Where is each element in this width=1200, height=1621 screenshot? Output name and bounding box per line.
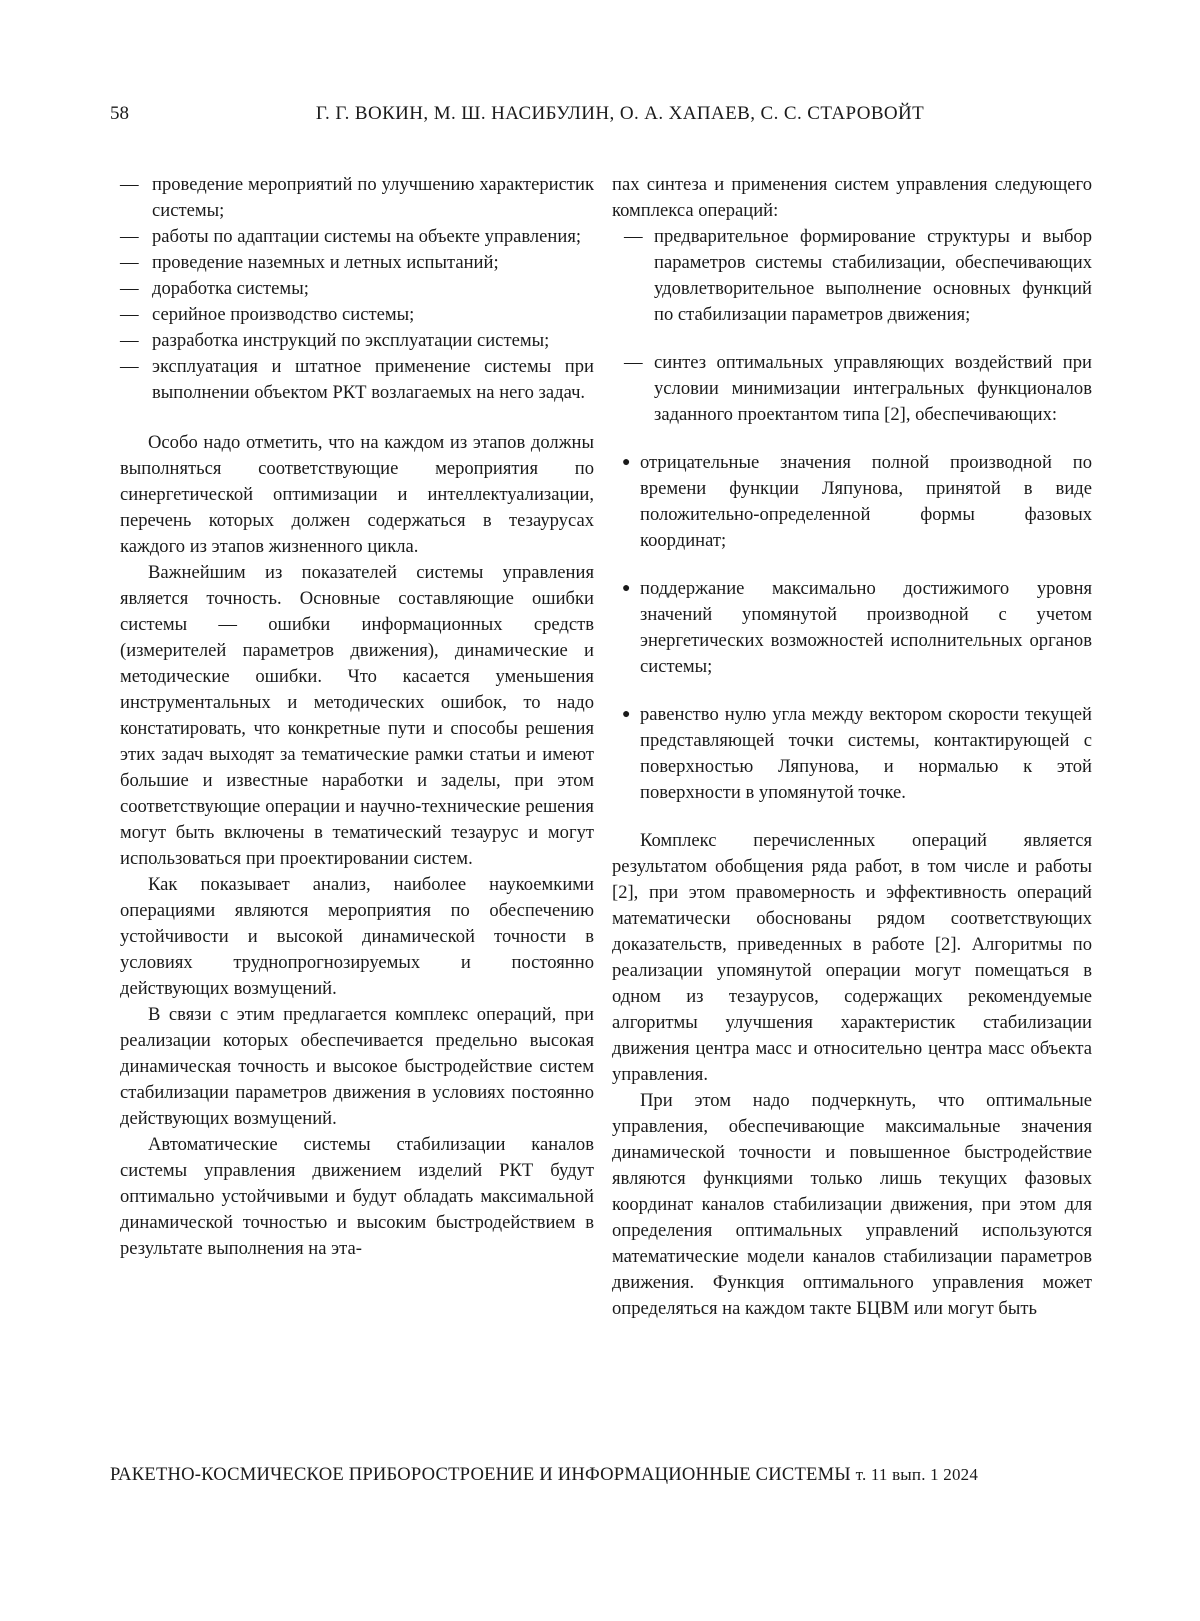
body-paragraph: Важнейшим из показателей системы управления является точность. Основные составляющие ошибки системы — ошибки информационных средств (измерителей параметров движения), динамические и методические ошибки. Что касается уменьшения инструментальных и методических ошибок, то надо констатировать, что конкретные пути и способы решения этих задач выходят за тематические рамки статьи и имеют большие и известные наработки и заделы, при этом соответствующие операции и научно-технические решения могут быть включены в тематический тезаурус и могут использоваться при проектировании систем. — [120, 562, 594, 869]
issue-info: т. 11 вып. 1 2024 — [855, 1465, 979, 1484]
list-item — [120, 354, 594, 406]
list-item-text: серийное производство системы; — [152, 304, 415, 325]
right-column — [612, 172, 1092, 1322]
page-number: 58 — [110, 103, 129, 124]
dash-marker: — — [120, 356, 139, 377]
dash-marker: — — [120, 174, 139, 195]
list-item — [120, 302, 594, 328]
operations-list — [612, 224, 1092, 428]
list-item — [612, 450, 1092, 554]
conditions-list — [612, 450, 1092, 806]
body-paragraph: В связи с этим предлагается комплекс операций, при реализации которых обеспечивается предельно высокая динамическая точность и высокое быстродействие систем стабилизации параметров движения в условиях постоянно действующих возмущений. — [120, 1004, 594, 1129]
list-item-text: поддержание максимально достижимого уровня значений упомянутой производной с учетом энергетических возможностей исполнительных органов системы; — [640, 578, 1092, 677]
continued-paragraph: пах синтеза и применения систем управления следующего комплекса операций: — [612, 174, 1092, 221]
bullet-marker: ● — [622, 581, 631, 596]
list-item — [612, 350, 1092, 428]
list-item — [612, 576, 1092, 680]
body-paragraph: Особо надо отметить, что на каждом из этапов должны выполняться соответствующие мероприятия по синергетической оптимизации и интеллектуализации, перечень которых должен содержаться в тезаурусах каждого из этапов жизненного цикла. — [120, 432, 594, 557]
list-item-text: отрицательные значения полной производной по времени функции Ляпунова, принятой в виде положительно-определенной формы фазовых координат; — [640, 452, 1092, 551]
list-item-text: доработка системы; — [152, 278, 309, 299]
body-paragraph: При этом надо подчеркнуть, что оптимальные управления, обеспечивающие максимальные значения динамической точности и повышенное быстродействие являются функциями только лишь текущих фазовых координат каналов стабилизации движения, при этом для определения оптимальных управлений используются математические модели каналов стабилизации параметров движения. Функция оптимального управления может определяться на каждом такте БЦВМ или могут быть — [612, 1090, 1092, 1319]
list-item-text: проведение наземных и летных испытаний; — [152, 252, 499, 273]
dash-marker: — — [624, 352, 643, 373]
dash-marker: — — [120, 252, 139, 273]
list-item — [612, 224, 1092, 328]
page-header — [110, 103, 1090, 133]
list-item-text: работы по адаптации системы на объекте управления; — [152, 226, 582, 247]
dash-marker: — — [624, 226, 643, 247]
dash-marker: — — [120, 278, 139, 299]
dash-marker: — — [120, 226, 139, 247]
running-head-authors: Г. Г. ВОКИН, М. Ш. НАСИБУЛИН, О. А. ХАПАЕВ, С. С. СТАРОВОЙТ — [315, 103, 925, 124]
spacer — [120, 406, 594, 430]
body-paragraph: Автоматические системы стабилизации каналов системы управления движением изделий РКТ будут оптимально устойчивыми и будут обладать максимальной динамической точностью и высоким быстродействием в результате выполнения на эта- — [120, 1134, 594, 1259]
list-item-text: предварительное формирование структуры и выбор параметров системы стабилизации, обеспечивающих удовлетворительное выполнение основных функций по стабилизации параметров движения; — [654, 226, 1092, 325]
list-item — [120, 172, 594, 224]
dash-marker: — — [120, 330, 139, 351]
list-item-text: равенство нулю угла между вектором скорости текущей представляющей точки системы, контактирующей с поверхностью Ляпунова, и нормалью к этой поверхности в упомянутой точке. — [640, 704, 1092, 803]
body-paragraph: Как показывает анализ, наиболее наукоемкими операциями являются мероприятия по обеспечению устойчивости и высокой динамической точности в условиях труднопрогнозируемых и постоянно действующих возмущений. — [120, 874, 594, 999]
body-paragraph: Комплекс перечисленных операций является результатом обобщения ряда работ, в том числе и работы [2], при этом правомерность и эффективность операций математически обоснованы рядом соответствующих доказательств, приведенных в работе [2]. Алгоритмы по реализации упомянутой операции могут помещаться в одном из тезаурусов, содержащих рекомендуемые алгоритмы улучшения характеристик стабилизации движения центра масс и относительно центра масс объекта управления. — [612, 830, 1092, 1085]
list-item — [120, 224, 594, 250]
dash-marker: — — [120, 304, 139, 325]
list-item — [120, 250, 594, 276]
bullet-marker: ● — [622, 707, 631, 722]
list-item — [612, 702, 1092, 806]
journal-title: РАКЕТНО-КОСМИЧЕСКОЕ ПРИБОРОСТРОЕНИЕ И ИНФОРМАЦИОННЫЕ СИСТЕМЫ — [110, 1464, 851, 1485]
list-item-text: проведение мероприятий по улучшению характеристик системы; — [152, 174, 594, 221]
list-item-text: эксплуатация и штатное применение системы при выполнении объектом РКТ возлагаемых на него задач. — [152, 356, 594, 403]
list-item-text: разработка инструкций по эксплуатации системы; — [152, 330, 550, 351]
left-column — [120, 172, 594, 1262]
list-item — [120, 276, 594, 302]
lifecycle-stage-list — [120, 172, 594, 406]
journal-footer — [110, 1464, 1110, 1486]
list-item — [120, 328, 594, 354]
list-item-text: синтез оптимальных управляющих воздействий при условии минимизации интегральных функционалов заданного проектантом типа [2], обеспечивающих: — [654, 352, 1092, 425]
bullet-marker: ● — [622, 455, 631, 470]
